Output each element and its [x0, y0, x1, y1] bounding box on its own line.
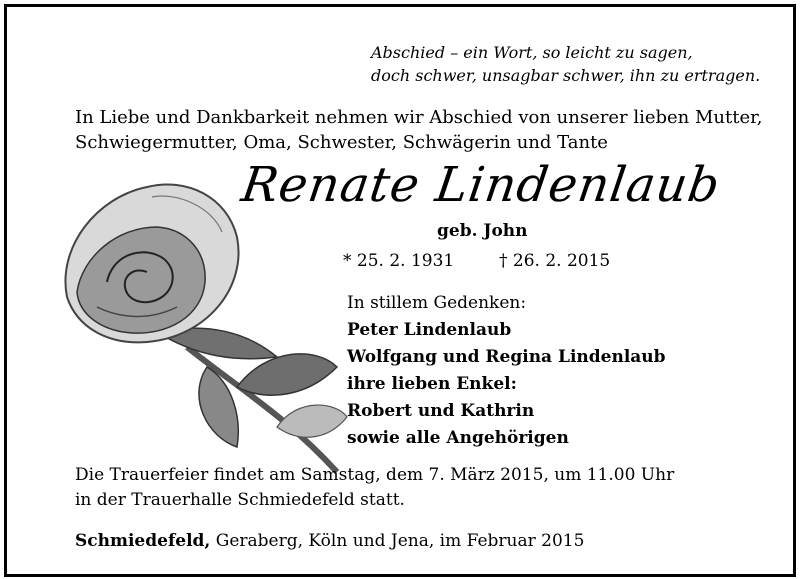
mourner-name: sowie alle Angehörigen [347, 428, 569, 448]
maiden-name: geb. John [437, 221, 528, 241]
footer-places [75, 531, 584, 551]
service-line-1: Die Trauerfeier findet am Samstag, dem 7. März 2015, um 11.00 Uhr [75, 465, 675, 485]
service-line-2: in der Trauerhalle Schmiedefeld statt. [75, 490, 405, 510]
deceased-name: Renate Lindenlaub [238, 157, 724, 213]
mourner-name: Peter Lindenlaub [347, 320, 512, 340]
mourner-name: Robert und Kathrin [347, 401, 535, 421]
intro-text [75, 105, 762, 155]
obituary-card [4, 4, 796, 577]
birth-date: * 25. 2. 1931 [343, 251, 455, 271]
footer-place-rest: Geraberg, Köln und Jena, im Februar 2015 [210, 531, 585, 551]
mourners-heading: In stillem Gedenken: [347, 293, 527, 313]
mourner-name: Wolfgang und Regina Lindenlaub [347, 347, 666, 367]
mourners-list [347, 290, 666, 452]
mourner-name: ihre lieben Enkel: [347, 374, 517, 394]
death-date: † 26. 2. 2015 [499, 251, 611, 271]
service-info [75, 463, 674, 513]
motto [371, 41, 760, 87]
motto-line-1: Abschied – ein Wort, so leicht zu sagen, [371, 43, 693, 62]
motto-line-2: doch schwer, unsagbar schwer, ihn zu ertragen. [371, 66, 761, 85]
intro-line-2: Schwiegermutter, Oma, Schwester, Schwägerin und Tante [75, 132, 608, 153]
footer-place-bold: Schmiedefeld, [75, 531, 211, 551]
intro-line-1: In Liebe und Dankbarkeit nehmen wir Abschied von unserer lieben Mutter, [75, 107, 763, 128]
